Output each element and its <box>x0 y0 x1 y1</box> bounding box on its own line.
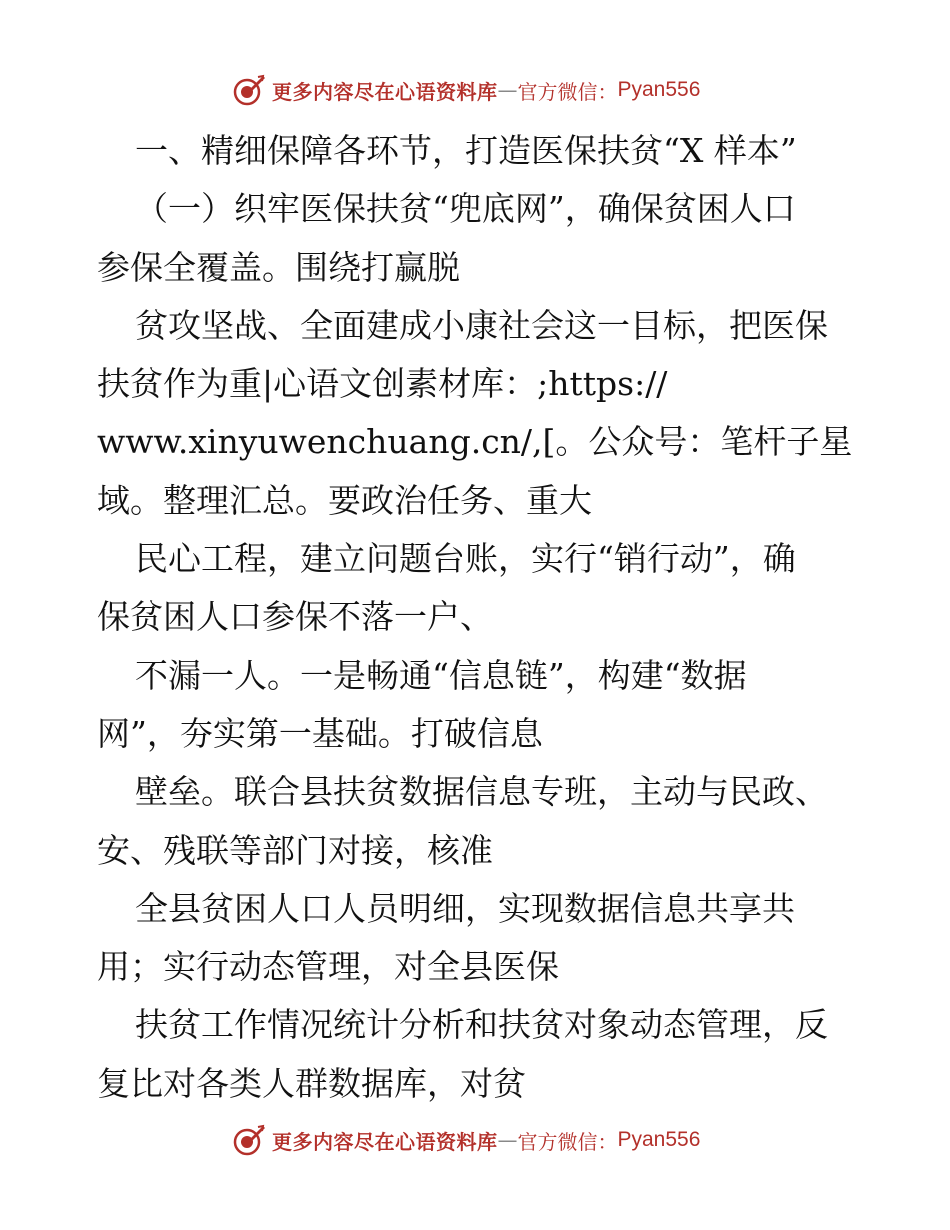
banner-slogan: 更多内容尽在心语资料库 <box>272 79 498 104</box>
text-line: 网”，夯实第一基础。打破信息 <box>97 713 543 753</box>
text-line: 扶贫作为重|心语文创素材库：;https:// <box>97 364 668 404</box>
quill-logo-icon <box>232 1123 266 1157</box>
banner-separator: — <box>497 1128 518 1152</box>
text-line: www.xinyuwenchuang.cn/,[。公众号：笔杆子星 <box>97 422 853 462</box>
text-line: （一）织牢医保扶贫“兜底网”，确保贫困人口 <box>135 189 796 229</box>
banner-wechat-label: 官方微信： <box>517 79 618 104</box>
text-line: 贫攻坚战、全面建成小康社会这一目标，把医保 <box>135 305 828 345</box>
banner-wechat-label: 官方微信： <box>517 1129 618 1154</box>
banner-slogan: 更多内容尽在心语资料库 <box>272 1129 498 1154</box>
banner-wechat-id: Pyan556 <box>617 1128 701 1151</box>
body-text <box>97 122 857 1113</box>
text-line: 复比对各类人群数据库，对贫 <box>97 1063 526 1103</box>
text-line: 全县贫困人口人员明细，实现数据信息共享共 <box>135 888 795 928</box>
watermark-banner-top <box>232 70 700 110</box>
quill-logo-icon <box>232 73 266 107</box>
text-line: 用；实行动态管理，对全县医保 <box>97 947 559 987</box>
banner-separator: — <box>497 78 518 102</box>
text-line: 不漏一人。一是畅通“信息链”，构建“数据 <box>135 655 747 695</box>
text-line: 域。整理汇总。要政治任务、重大 <box>97 480 592 520</box>
text-line: 保贫困人口参保不落一户、 <box>97 597 493 637</box>
text-line: 扶贫工作情况统计分析和扶贫对象动态管理，反 <box>135 1005 828 1045</box>
text-line: 民心工程，建立问题台账，实行“销行动”，确 <box>135 539 796 579</box>
banner-wechat-id: Pyan556 <box>617 78 701 101</box>
text-line: 壁垒。联合县扶贫数据信息专班，主动与民政、 <box>135 772 828 812</box>
text-line: 一、精细保障各环节，打造医保扶贫“X 样本” <box>135 131 797 170</box>
text-line: 参保全覆盖。围绕打赢脱 <box>97 247 460 287</box>
watermark-banner-bottom <box>232 1120 700 1160</box>
text-line: 安、残联等部门对接，核准 <box>97 830 493 870</box>
